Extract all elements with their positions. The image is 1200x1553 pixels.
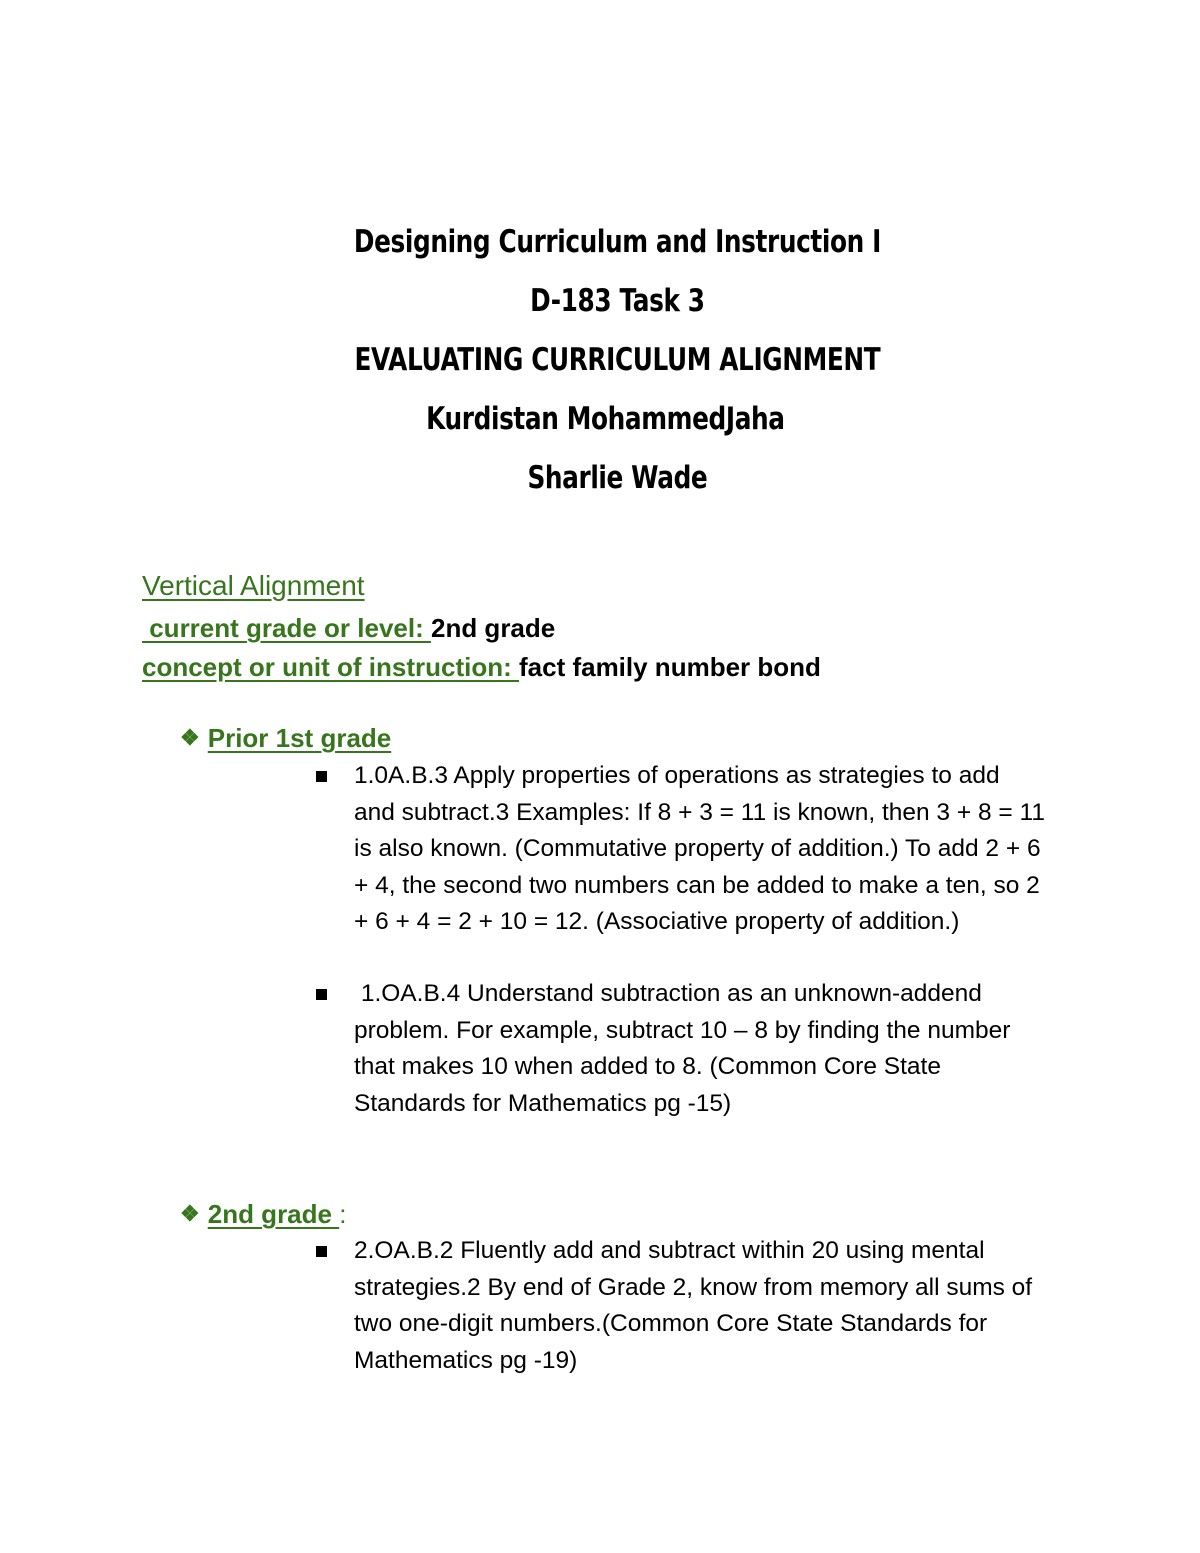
2nd-grade-heading [180,1199,346,1230]
square-bullet-icon [316,989,327,1000]
current-grade-label: current grade or level: [142,613,431,643]
prior-1st-grade-heading [180,723,391,754]
author-2: Sharlie Wade [527,460,708,496]
list-item [316,758,1046,941]
current-grade-value: 2nd grade [430,613,556,643]
square-bullet-icon [316,771,327,782]
prior-1st-grade-label: Prior 1st grade [207,723,392,753]
concept-line [142,652,821,683]
square-bullet-icon [316,1246,327,1257]
list-item-text: 1.0A.B.3 Apply properties of operations as strategies to add and subtract.3 Examples: If 8 + 3 = 11 is known, then 3 + 8 = 11 is also known. (Commutative property of addition.) To add 2 + 6 + 4, the second two numbers can be added to make a ten, so 2 + 6 + 4 = 2 + 10 = 12. (Associative property of addition.) [354,762,1045,935]
author-1: Kurdistan MohammedJaha [426,401,785,437]
current-grade-line [142,613,555,644]
diamond-bullet-icon: ❖ [180,1201,200,1226]
concept-value: fact family number bond [518,652,821,682]
concept-label: concept or unit of instruction: [142,652,519,682]
course-title: Designing Curriculum and Instruction I [353,224,881,260]
diamond-bullet-icon: ❖ [180,725,200,750]
list-item-text: 1.OA.B.4 Understand subtraction as an unknown-addend problem. For example, subtract 10 – 8 by finding the number that makes 10 when added to 8. (Common Core State Standards for Mathematics pg -15) [354,980,1018,1117]
vertical-alignment-heading: Vertical Alignment [142,570,365,601]
2nd-grade-label: 2nd grade [207,1199,340,1229]
list-item-text: 2.OA.B.2 Fluently add and subtract within 20 using mental strategies.2 By end of Grade 2, know from memory all sums of two one-digit numbers.(Common Core State Standards for Mathematics pg -19) [354,1237,1033,1374]
subtitle: EVALUATING CURRICULUM ALIGNMENT [354,342,881,378]
list-item [316,1233,1046,1379]
2nd-grade-colon: : [339,1199,347,1229]
task-title: D-183 Task 3 [530,283,705,319]
list-item [316,976,1046,1122]
title-block [123,222,1111,517]
